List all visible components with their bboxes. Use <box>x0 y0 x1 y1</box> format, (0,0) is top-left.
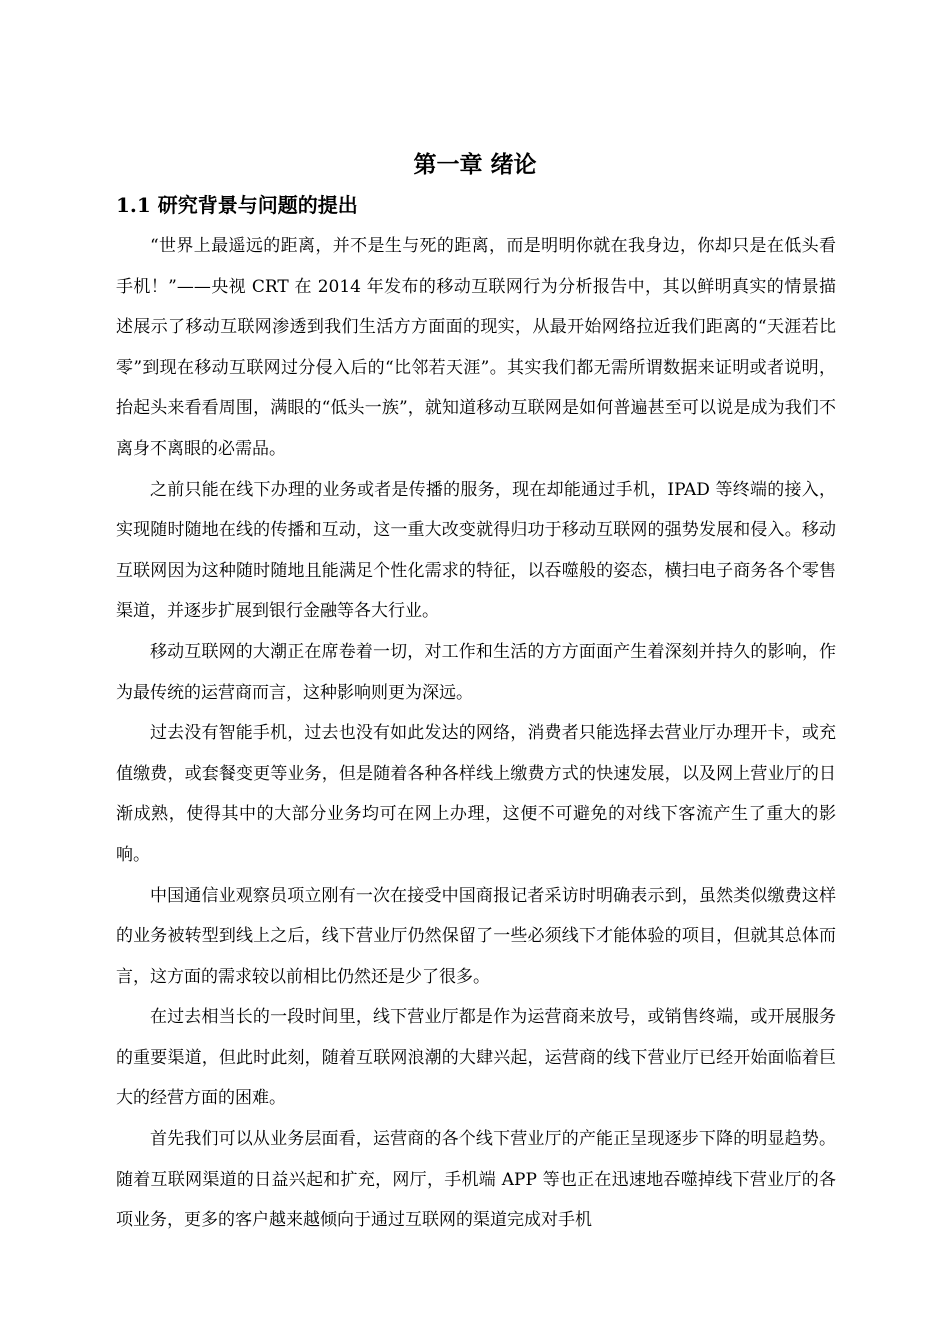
paragraph: 在过去相当长的一段时间里，线下营业厅都是作为运营商来放号，或销售终端，或开展服务的重要渠道，但此时此刻，随着互联网浪潮的大肆兴起，运营商的线下营业厅已经开始面临着巨大的经营方面的困难。 <box>116 1007 836 1109</box>
paragraph: 之前只能在线下办理的业务或者是传播的服务，现在却能通过手机，IPAD 等终端的接入，实现随时随地在线的传播和互动，这一重大改变就得归功于移动互联网的强势发展和侵入。移动互联网因为这种随时随地且能满足个性化需求的特征，以吞噬般的姿态，横扫电子商务各个零售渠道，并逐步扩展到银行金融等各大行业。 <box>116 479 836 622</box>
body-text <box>116 226 836 1241</box>
paragraph: 中国通信业观察员项立刚有一次在接受中国商报记者采访时明确表示到，虽然类似缴费这样的业务被转型到线上之后，线下营业厅仍然保留了一些必须线下才能体验的项目，但就其总体而言，这方面的需求较以前相比仍然还是少了很多。 <box>116 885 836 987</box>
paragraph: “世界上最遥远的距离，并不是生与死的距离，而是明明你就在我身边，你却只是在低头看手机！”——央视 CRT 在 2014 年发布的移动互联网行为分析报告中，其以鲜明真实的情景描述展示了移动互联网渗透到我们生活方方面面的现实，从最开始网络拉近我们距离的“天涯若比零”到现在移动互联网过分侵入后的“比邻若天涯”。其实我们都无需所谓数据来证明或者说明，抬起头来看看周围，满眼的“低头一族”，就知道移动互联网是如何普遍甚至可以说是成为我们不离身不离眼的必需品。 <box>116 236 836 459</box>
paragraph: 首先我们可以从业务层面看，运营商的各个线下营业厅的产能正呈现逐步下降的明显趋势。随着互联网渠道的日益兴起和扩充，网厅，手机端 APP 等也正在迅速地吞噬掉线下营业厅的各项业务，更多的客户越来越倾向于通过互联网的渠道完成对手机 <box>116 1129 836 1231</box>
paragraph: 过去没有智能手机，过去也没有如此发达的网络，消费者只能选择去营业厅办理开卡，或充值缴费，或套餐变更等业务，但是随着各种各样线上缴费方式的快速发展，以及网上营业厅的日渐成熟，使得其中的大部分业务均可在网上办理，这便不可避免的对线下客流产生了重大的影响。 <box>116 723 836 865</box>
chapter-title: 第一章 绪论 <box>413 151 537 178</box>
section-heading: 1.1 研究背景与问题的提出 <box>116 193 358 217</box>
paragraph: 移动互联网的大潮正在席卷着一切，对工作和生活的方方面面产生着深刻并持久的影响，作为最传统的运营商而言，这种影响则更为深远。 <box>116 641 836 703</box>
